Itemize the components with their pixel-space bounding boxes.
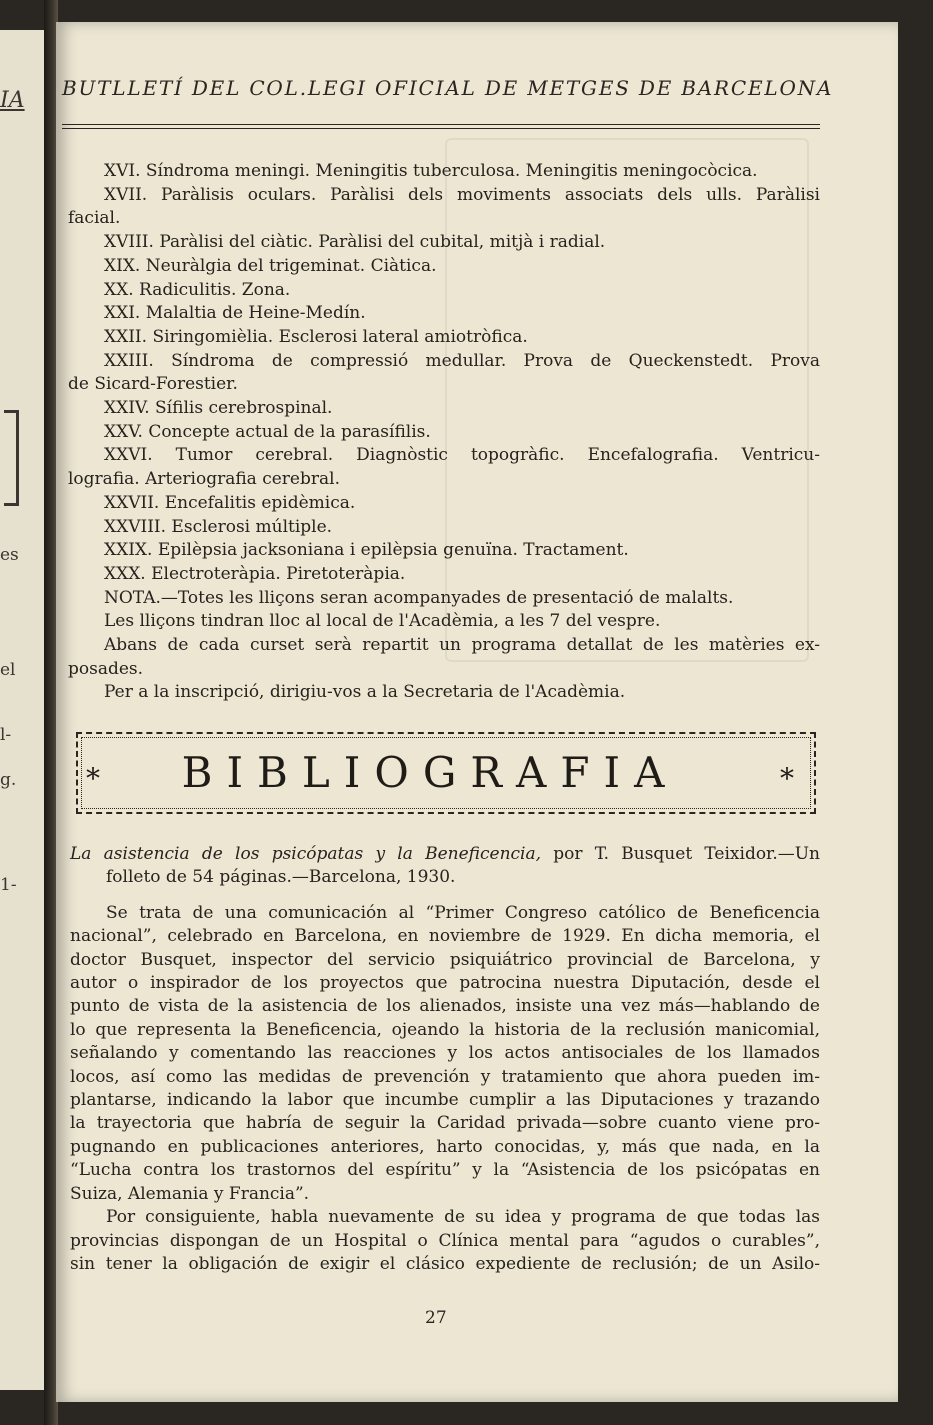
note-line-cont: posades. <box>68 658 144 679</box>
lesson-item-cont: de Sicard-Forestier. <box>68 374 238 395</box>
lesson-item: XXX. Electroteràpia. Piretoteràpia. <box>104 563 406 584</box>
facing-page-fragment <box>0 30 44 1390</box>
lesson-item: XXVI. Tumor cerebral. Diagnòstic topogràfic. Encefalografia. Ventricu- <box>104 445 820 466</box>
lesson-item: XXIX. Epilèpsia jacksoniana i epilèpsia genuïna. Tractament. <box>104 540 629 561</box>
book-review <box>70 843 820 1276</box>
note-line: Per a la inscripció, dirigiu-vos a la Secretaria de l'Acadèmia. <box>104 682 626 703</box>
facing-page-text: 1- <box>0 875 17 895</box>
note-line: NOTA.—Totes les lliçons seran acompanyades de presentació de malalts. <box>104 587 734 608</box>
lesson-item: XIX. Neuràlgia del trigeminat. Ciàtica. <box>104 255 437 276</box>
review-line: pugnando en publicaciones anteriores, harto conocidas, y, más que nada, en la <box>70 1136 820 1157</box>
header-rule <box>62 124 820 125</box>
star-ornament-left: * <box>86 762 100 795</box>
lesson-list <box>68 160 820 705</box>
lesson-item: XXIV. Sífilis cerebrospinal. <box>104 398 333 419</box>
star-ornament-right: * <box>780 762 794 795</box>
review-line: señalando y comentando las reacciones y los actos antisociales de los llamados <box>70 1043 820 1064</box>
review-line: locos, así como las medidas de prevención y tratamiento que ahora pueden im- <box>70 1066 820 1087</box>
review-line: plantarse, indicando la labor que incumbe cumplir a las Diputaciones y trazando <box>70 1090 820 1111</box>
lesson-item: XXVII. Encefalitis epidèmica. <box>104 492 356 513</box>
review-line: Suiza, Alemania y Francia”. <box>70 1183 310 1204</box>
lesson-item: XXVIII. Esclerosi múltiple. <box>104 516 333 537</box>
review-line: lo que representa la Beneficencia, ojeando la historia de la reclusión manicomial, <box>70 1019 820 1040</box>
review-line: nacional”, celebrado en Barcelona, en noviembre de 1929. En dicha memoria, el <box>70 926 820 947</box>
facing-page-text: IA <box>0 88 25 113</box>
note-line: Abans de cada curset serà repartit un programa detallat de les matèries ex- <box>104 635 820 656</box>
lesson-item: XVII. Paràlisis oculars. Paràlisi dels moviments associats dels ulls. Paràlisi <box>104 184 820 205</box>
review-line: doctor Busquet, inspector del servicio psiquiátrico provincial de Barcelona, y <box>70 949 820 970</box>
lesson-item: XXIII. Síndroma de compressió medullar. Prova de Queckenstedt. Prova <box>104 350 820 371</box>
review-line: punto de vista de la asistencia de los alienados, insiste una vez más—hablando de <box>70 996 820 1017</box>
lesson-item: XXI. Malaltia de Heine-Medín. <box>104 303 366 324</box>
citation-line <box>70 843 820 866</box>
page-number: 27 <box>425 1308 447 1328</box>
lesson-item: XXII. Siringomièlia. Esclerosi lateral amiotròfica. <box>104 326 528 347</box>
review-line: Por consiguiente, habla nuevamente de su idea y programa de que todas las <box>106 1207 820 1228</box>
facing-page-text: g. <box>0 770 17 790</box>
citation-author: por T. Busquet Teixidor.—Un <box>541 844 820 864</box>
lesson-item: XX. Radiculitis. Zona. <box>104 279 291 300</box>
header-rule <box>62 128 820 129</box>
scan-background <box>898 0 933 1425</box>
review-line: Se trata de una comunicación al “Primer Congreso católico de Beneficencia <box>106 902 820 923</box>
lesson-item-cont: lografia. Arteriografia cerebral. <box>68 469 340 490</box>
review-line: sin tener la obligación de exigir el clásico expediente de reclusión; de un Asilo- <box>70 1253 820 1274</box>
facing-page-text: es <box>0 545 19 565</box>
lesson-item: XVI. Síndroma meningi. Meningitis tuberculosa. Meningitis meningocòcica. <box>104 161 758 181</box>
review-line: autor o inspirador de los proyectos que patrocina nuestra Diputación, desde el <box>70 973 820 994</box>
review-line: la trayectoria que habría de seguir la Caridad privada—sobre cuanto viene pro- <box>70 1113 820 1134</box>
facing-page-frame <box>4 410 19 506</box>
lesson-item: XVIII. Paràlisi del ciàtic. Paràlisi del cubital, mitjà i radial. <box>104 232 606 253</box>
lesson-item: XXV. Concepte actual de la parasífilis. <box>104 421 431 442</box>
review-line: provincias dispongan de un Hospital o Clínica mental para “agudos o curables”, <box>70 1230 820 1251</box>
bibliography-heading: BIBLIOGRAFIA <box>181 748 679 797</box>
lesson-item-cont: facial. <box>68 208 121 229</box>
note-line: Les lliçons tindran lloc al local de l'Acadèmia, a les 7 del vespre. <box>104 611 661 632</box>
running-header: BUTLLETÍ DEL COL.LEGI OFICIAL DE METGES DE BARCELONA <box>62 76 834 100</box>
facing-page-text: l- <box>0 725 12 745</box>
citation-line: folleto de 54 páginas.—Barcelona, 1930. <box>106 867 456 888</box>
facing-page-text: el <box>0 660 16 680</box>
citation-title: La asistencia de los psicópatas y la Beneficencia, <box>70 844 542 864</box>
review-line: “Lucha contra los trastornos del espíritu” y la “Asistencia de los psicópatas en <box>70 1160 820 1181</box>
